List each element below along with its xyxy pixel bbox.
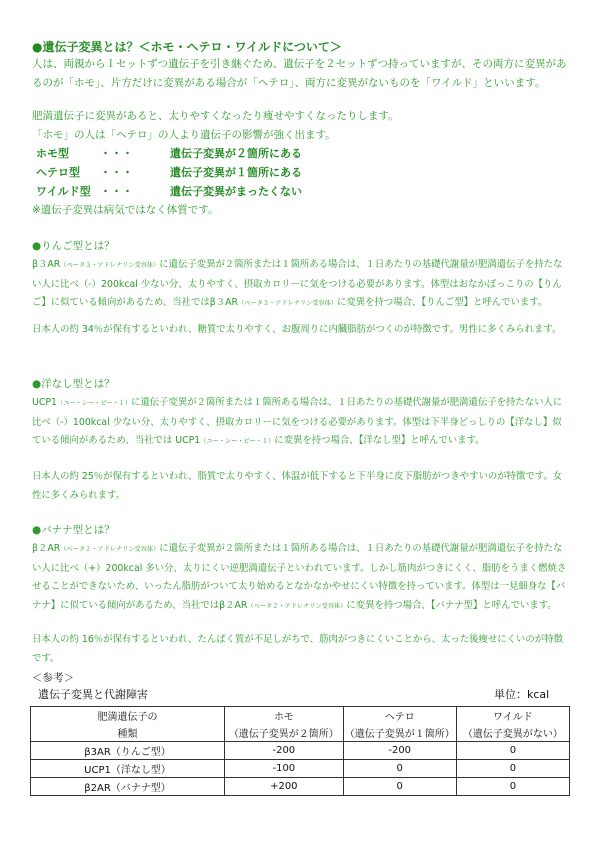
pear-paragraph-2: 日本人の約 25％が保有するといわれ、脂質で太りやすく、体温が低下すると下半身に皮下脂肪がつきやすいのが特徴です。女性に多くみられます。 (32, 471, 563, 501)
definition-dots: ・・・ (100, 147, 133, 160)
definition-desc: 遺伝子変異が２箇所にある (170, 147, 302, 160)
cell-wild: 0 (456, 778, 569, 796)
header-homo: ホモ (225, 707, 344, 725)
intro-paragraph-2: 肥満遺伝子に変異があると、太りやすくなったり痩せやすくなったりします。 (32, 110, 399, 122)
table-header-row (31, 707, 570, 725)
apple-paragraph-1: β３AR（ベータ３・アドレナリン受容体）に遺伝子変異が２箇所または１箇所ある場合は、１日あたりの基礎代謝量が肥満遺伝子を持たない人に比べ（-）200kcal 少ない分、太りやすく、摂取カロリーに気をつける必要があります。体型はおなかぽっこりの【りんご】に似ている傾向があるため、当社ではβ３AR（ベータ３・アドレナリン受容体）に変異を持つ場合、【りんご型】と呼んでいます。 (32, 259, 563, 309)
intro-heading: ●遺伝子変異とは？＜ホモ・ヘテロ・ワイルドについて＞ (32, 40, 342, 54)
definition-dots: ・・・ (100, 185, 133, 198)
table-header-row (31, 724, 570, 742)
definition-hetero (32, 164, 302, 180)
gene-reading: （ユー・シー・ピー・１） (200, 438, 275, 446)
reference-label: ＜参考＞ (32, 672, 74, 684)
gene-name: β２AR (32, 543, 61, 554)
table-row (31, 760, 570, 778)
cell-wild: 0 (456, 742, 569, 760)
table-row (31, 778, 570, 796)
cell-gene-type: β2AR（バナナ型） (31, 778, 225, 796)
header-gene-type-sub: 種類 (31, 724, 225, 742)
gene-reading: （ユー・シー・ピー・１） (57, 400, 132, 407)
cell-homo: +200 (225, 778, 344, 796)
cell-homo: -100 (225, 760, 344, 778)
gene-reading: （ベータ２・アドレナリン受容体） (247, 602, 347, 610)
header-wild-sub: （遺伝子変異がない） (456, 724, 569, 742)
gene-reading: （ベータ３・アドレナリン受容体） (238, 300, 338, 308)
pear-heading: ●洋なし型とは？ (32, 378, 115, 390)
banana-paragraph-2: 日本人の約 16％が保有するといわれ、たんぱく質が不足しがちで、筋肉がつきにくいことから、太った後痩せにくいのが特徴です。 (32, 634, 563, 664)
definition-term: ワイルド型 (36, 185, 91, 198)
definition-term: ホモ型 (36, 147, 69, 160)
gene-reading: （ベータ３・アドレナリン受容体） (60, 262, 160, 269)
cell-hetero: 0 (343, 760, 456, 778)
gene-name: UCP1 (32, 397, 58, 408)
banana-paragraph-1: β２AR（ベータ２・アドレナリン受容体）に遺伝子変異が２箇所または１箇所ある場合は、１日あたりの基礎代謝量が肥満遺伝子を持たない人に比べ（+）200kcal 多い分、太りにくい逆肥満遺伝子といわれています。しかし筋肉がつきにくく、脂肪をうまく燃焼させることができないため、いったん脂肪がついて太り始めるとなかなかやせにくい特徴を持っています。体型は一見細身な【バナナ】に似ている傾向があるため、当社ではβ２AR（ベータ２・アドレナリン受容体）に変異を持つ場合、【バナナ型】と呼んでいます。 (32, 543, 567, 611)
cell-gene-type: UCP1（洋なし型） (31, 760, 225, 778)
table-row (31, 742, 570, 760)
intro-paragraph-1: 人は、両親から１セットずつ遺伝子を引き継ぐため、遺伝子を２セットずつ持っていますが、その両方に変異があるのが「ホモ」、片方だけに変異がある場合が「ヘテロ」、両方に変異がないものを「ワイルド」といいます。 (32, 58, 567, 89)
apple-heading: ●りんご型とは？ (32, 240, 115, 252)
cell-wild: 0 (456, 760, 569, 778)
pear-paragraph-1: UCP1（ユー・シー・ピー・１）に遺伝子変異が２箇所または１箇所ある場合は、１日あたりの基礎代謝量が肥満遺伝子を持たない人に比べ（-）100kcal 少ない分、太りやすく、摂取カロリーに気をつける必要があります。体型は下半身どっしりの【洋なし】似ている傾向があるため、当社では UCP1（ユー・シー・ピー・１）に変異を持つ場合、【洋なし型】と呼んでいます。 (32, 397, 563, 447)
metabolism-table (30, 706, 570, 796)
cell-homo: -200 (225, 742, 344, 760)
definition-dots: ・・・ (100, 166, 133, 179)
cell-hetero: 0 (343, 778, 456, 796)
definition-desc: 遺伝子変異がまったくない (170, 185, 302, 198)
header-hetero-sub: （遺伝子変異が１箇所） (343, 724, 456, 742)
cell-hetero: -200 (343, 742, 456, 760)
cell-gene-type: β3AR（りんご型） (31, 742, 225, 760)
header-hetero: ヘテロ (343, 707, 456, 725)
header-homo-sub: （遺伝子変異が２箇所） (225, 724, 344, 742)
definition-homo (32, 145, 302, 161)
gene-reading: （ベータ２・アドレナリン受容体） (60, 546, 160, 553)
header-wild: ワイルド (456, 707, 569, 725)
gene-name: β３AR (32, 259, 61, 270)
definition-desc: 遺伝子変異が１箇所にある (170, 166, 302, 179)
table-unit: 単位：kcal (494, 688, 550, 701)
intro-paragraph-3: 「ホモ」の人は「ヘテロ」の人より遺伝子の影響が強く出ます。 (32, 129, 336, 141)
intro-note: ※遺伝子変異は病気ではなく体質です。 (32, 204, 219, 216)
definition-wild (32, 183, 302, 199)
table-title: 遺伝子変異と代謝障害 (38, 688, 148, 701)
apple-paragraph-2: 日本人の約 34％が保有するといわれ、糖質で太りやすく、お腹周りに内臓脂肪がつくのが特徴です。男性に多くみられます。 (32, 324, 562, 335)
banana-heading: ●バナナ型とは？ (32, 524, 115, 536)
definition-term: ヘテロ型 (36, 166, 80, 179)
header-gene-type: 肥満遺伝子の (31, 707, 225, 725)
